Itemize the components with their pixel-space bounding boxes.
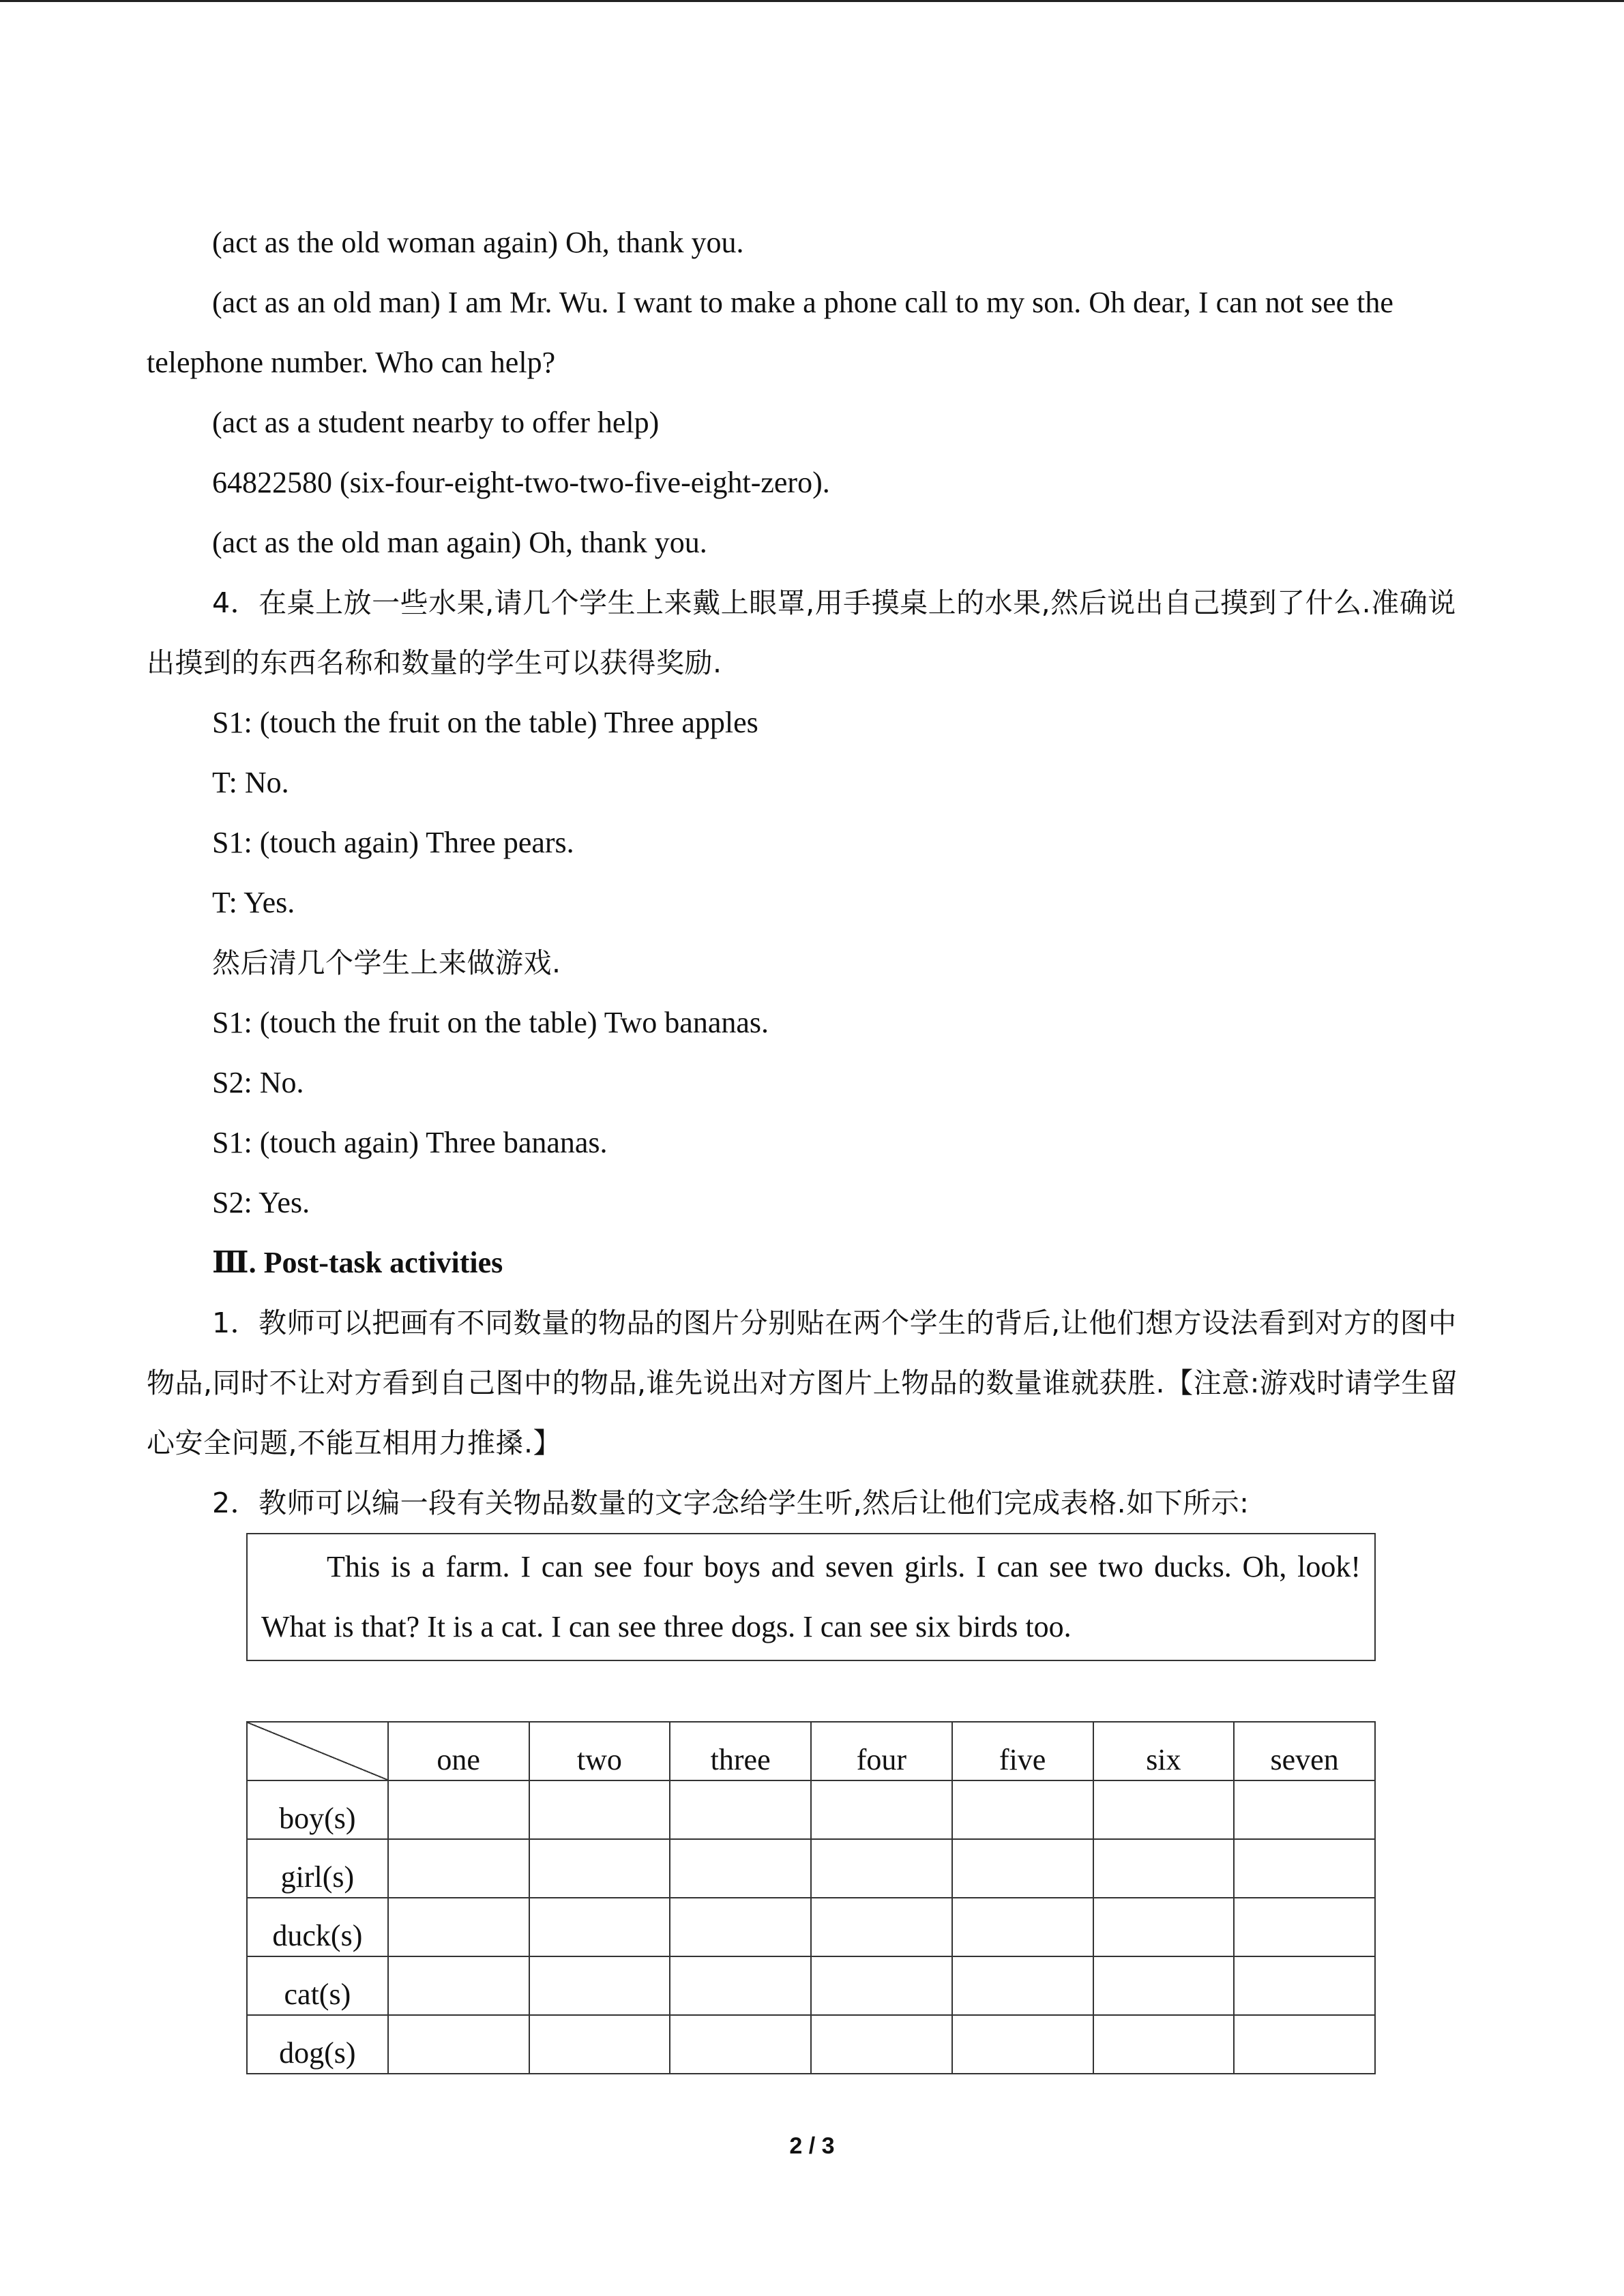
answer-cell[interactable] (1234, 1956, 1375, 2015)
answer-cell[interactable] (811, 1898, 952, 1956)
counting-table (246, 1721, 1376, 2074)
body-text (147, 213, 1483, 1533)
column-header: five (952, 1722, 1093, 1780)
page-number: 2 / 3 (789, 2133, 835, 2159)
answer-cell[interactable] (670, 2015, 811, 2074)
section-heading: Ⅲ. Post-task activities (212, 1246, 503, 1279)
paragraph: T: No. (212, 766, 289, 799)
paragraph: S1: (touch the fruit on the table) Two bananas. (212, 1006, 769, 1039)
table-row (247, 2015, 1375, 2074)
paragraph: 64822580 (six-four-eight-two-two-five-eight-zero). (212, 466, 830, 499)
answer-cell[interactable] (670, 1956, 811, 2015)
answer-cell[interactable] (1234, 2015, 1375, 2074)
answer-cell[interactable] (1093, 1898, 1235, 1956)
answer-cell[interactable] (952, 1780, 1093, 1839)
answer-cell[interactable] (952, 1956, 1093, 2015)
answer-cell[interactable] (1093, 1839, 1235, 1898)
paragraph: T: Yes. (212, 886, 295, 919)
paragraph: 1．教师可以把画有不同数量的物品的图片分别贴在两个学生的背后,让他们想方设法看到对方的图中物品,同时不让对方看到自己图中的物品,谁先说出对方图片上物品的数量谁就获胜.【注意:游戏时请学生留心安全问题,不能互相用力推搡.】 (147, 1307, 1458, 1459)
column-header: two (529, 1722, 670, 1780)
answer-cell[interactable] (952, 2015, 1093, 2074)
answer-cell[interactable] (529, 1839, 670, 1898)
answer-cell[interactable] (529, 1956, 670, 2015)
answer-cell[interactable] (1234, 1898, 1375, 1956)
table-row (247, 1898, 1375, 1956)
answer-cell[interactable] (811, 2015, 952, 2074)
answer-cell[interactable] (1234, 1780, 1375, 1839)
table-row (247, 1956, 1375, 2015)
answer-cell[interactable] (388, 1780, 529, 1839)
answer-cell[interactable] (811, 1780, 952, 1839)
row-header: dog(s) (247, 2015, 388, 2074)
row-header: girl(s) (247, 1839, 388, 1898)
answer-cell[interactable] (388, 2015, 529, 2074)
document-page (147, 213, 1483, 2074)
answer-cell[interactable] (811, 1839, 952, 1898)
answer-cell[interactable] (952, 1839, 1093, 1898)
table-row (247, 1839, 1375, 1898)
paragraph: S1: (touch again) Three bananas. (212, 1126, 608, 1159)
table-corner-cell (247, 1722, 388, 1780)
paragraph: S1: (touch again) Three pears. (212, 826, 574, 859)
answer-cell[interactable] (1093, 1780, 1235, 1839)
column-header: four (811, 1722, 952, 1780)
answer-cell[interactable] (1234, 1839, 1375, 1898)
paragraph: 2．教师可以编一段有关物品数量的文字念给学生听,然后让他们完成表格.如下所示: (212, 1487, 1250, 1519)
paragraph: (act as a student nearby to offer help) (212, 406, 660, 439)
answer-cell[interactable] (1093, 2015, 1235, 2074)
table-body (247, 1780, 1375, 2074)
column-header: one (388, 1722, 529, 1780)
column-header: six (1093, 1722, 1235, 1780)
answer-cell[interactable] (670, 1780, 811, 1839)
answer-cell[interactable] (670, 1898, 811, 1956)
answer-cell[interactable] (529, 1780, 670, 1839)
answer-cell[interactable] (388, 1898, 529, 1956)
paragraph: S1: (touch the fruit on the table) Three apples (212, 706, 758, 739)
paragraph: S2: No. (212, 1066, 304, 1099)
paragraph: S2: Yes. (212, 1186, 310, 1219)
paragraph: (act as an old man) I am Mr. Wu. I want to make a phone call to my son. Oh dear, I can not see the telephone number. Who can help? (147, 286, 1393, 379)
answer-cell[interactable] (952, 1898, 1093, 1956)
row-header: boy(s) (247, 1780, 388, 1839)
answer-cell[interactable] (811, 1956, 952, 2015)
table-header-row (247, 1722, 1375, 1780)
answer-cell[interactable] (388, 1839, 529, 1898)
column-header: three (670, 1722, 811, 1780)
paragraph: (act as the old woman again) Oh, thank you. (212, 226, 744, 259)
column-header: seven (1234, 1722, 1375, 1780)
answer-cell[interactable] (529, 1898, 670, 1956)
answer-cell[interactable] (388, 1956, 529, 2015)
paragraph: (act as the old man again) Oh, thank you. (212, 526, 707, 559)
listening-passage-text: This is a farm. I can see four boys and seven girls. I can see two ducks. Oh, look! What is that? It is a cat. I can see three dogs. I can see six birds too. (261, 1550, 1361, 1643)
table-row (247, 1780, 1375, 1839)
answer-cell[interactable] (670, 1839, 811, 1898)
paragraph: 4．在桌上放一些水果,请几个学生上来戴上眼罩,用手摸桌上的水果,然后说出自己摸到了什么.准确说出摸到的东西名称和数量的学生可以获得奖励. (147, 586, 1456, 679)
paragraph: 然后清几个学生上来做游戏. (212, 946, 561, 979)
row-header: cat(s) (247, 1956, 388, 2015)
listening-passage-box (246, 1533, 1376, 1661)
top-border-line (0, 0, 1624, 2)
row-header: duck(s) (247, 1898, 388, 1956)
answer-cell[interactable] (529, 2015, 670, 2074)
answer-cell[interactable] (1093, 1956, 1235, 2015)
